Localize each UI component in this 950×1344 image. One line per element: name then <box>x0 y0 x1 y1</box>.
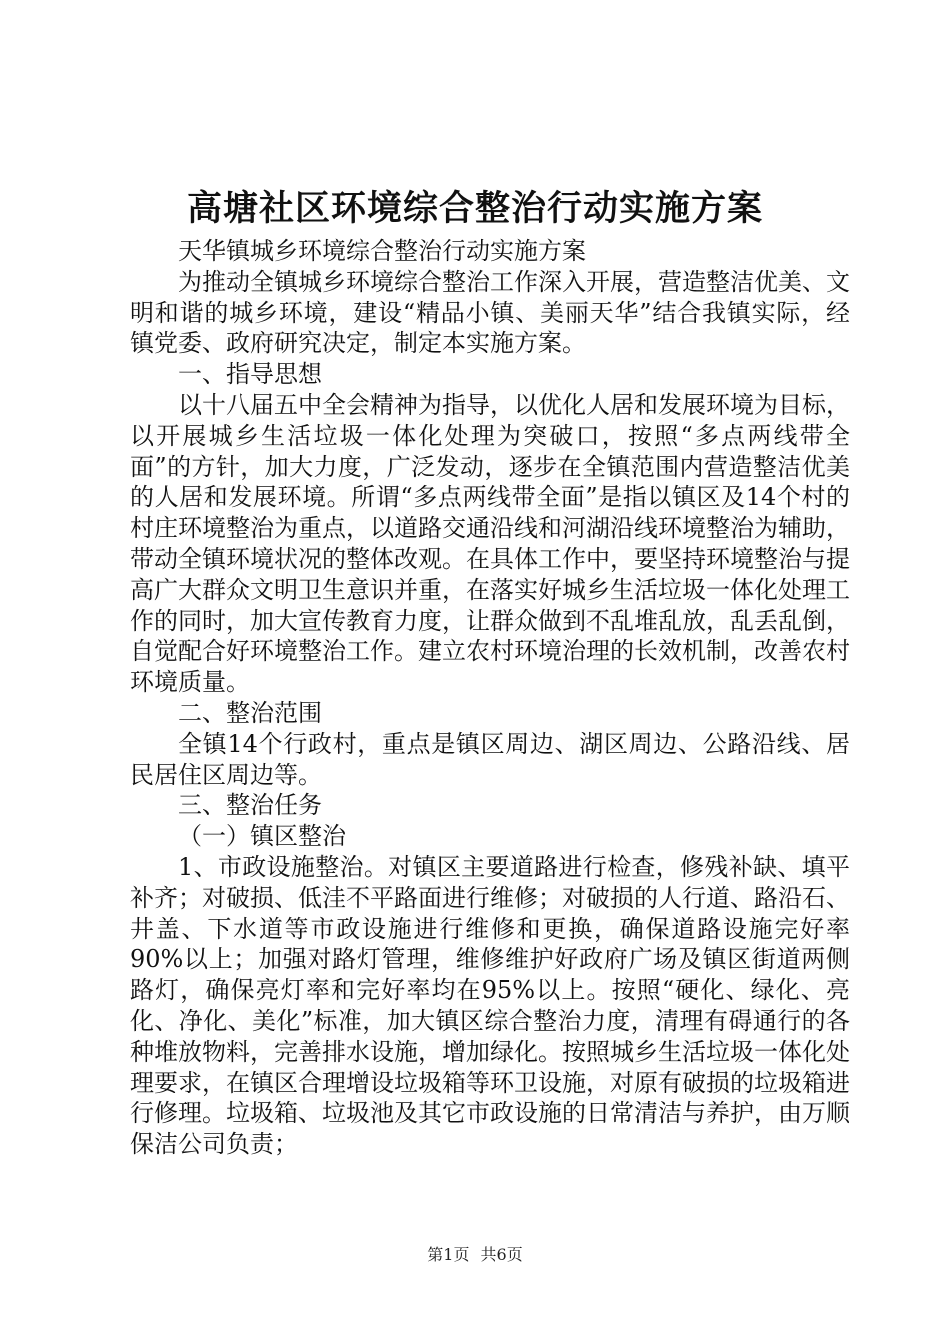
section-heading-scope: 二、整治范围 <box>178 698 322 727</box>
scope-paragraph: 全镇14个行政村，重点是镇区周边、湖区周边、公路沿线、居民居住区周边等。 <box>130 729 850 789</box>
page-footer <box>0 1244 950 1266</box>
document-title: 高塘社区环境综合整治行动实施方案 <box>186 188 763 229</box>
page-number: 第1页 <box>427 1245 470 1264</box>
section-heading-guiding-principle: 一、指导思想 <box>178 360 322 389</box>
page-total: 共6页 <box>480 1245 523 1264</box>
document-body <box>130 236 850 1160</box>
guiding-principle-paragraph: 以十八届五中全会精神为指导，以优化人居和发展环境为目标，以开展城乡生活垃圾一体化处理为突破口，按照“多点两线带全面”的方针，加大力度，广泛发动，逐步在全镇范围内营造整洁优美的人居和发展环境。所谓“多点两线带全面”是指以镇区及14个村的村庄环境整治为重点，以道路交通沿线和河湖沿线环境整治为辅助，带动全镇环境状况的整体改观。在具体工作中，要坚持环境整治与提高广大群众文明卫生意识并重，在落实好城乡生活垃圾一体化处理工作的同时，加大宣传教育力度，让群众做到不乱堆乱放，乱丢乱倒，自觉配合好环境整治工作。建立农村环境治理的长效机制，改善农村环境质量。 <box>130 390 850 697</box>
municipal-facilities-paragraph: 1、市政设施整治。对镇区主要道路进行检查，修残补缺、填平补齐；对破损、低洼不平路面进行维修；对破损的人行道、路沿石、井盖、下水道等市政设施进行维修和更换，确保道路设施完好率90%以上；加强对路灯管理，维修维护好政府广场及镇区街道两侧路灯，确保亮灯率和完好率均在95%以上。按照“硬化、绿化、亮化、净化、美化”标准，加大镇区综合整治力度，清理有碍通行的各种堆放物料，完善排水设施，增加绿化。按照城乡生活垃圾一体化处理要求，在镇区合理增设垃圾箱等环卫设施，对原有破损的垃圾箱进行修理。垃圾箱、垃圾池及其它市政设施的日常清洁与养护，由万顺保洁公司负责； <box>130 852 850 1159</box>
intro-paragraph: 为推动全镇城乡环境综合整治工作深入开展，营造整洁优美、文明和谐的城乡环境，建设“精品小镇、美丽天华”结合我镇实际，经镇党委、政府研究决定，制定本实施方案。 <box>130 267 850 358</box>
subsection-heading-town: （一）镇区整治 <box>178 822 346 851</box>
section-heading-tasks: 三、整治任务 <box>178 791 322 820</box>
subtitle-paragraph: 天华镇城乡环境综合整治行动实施方案 <box>178 237 586 265</box>
